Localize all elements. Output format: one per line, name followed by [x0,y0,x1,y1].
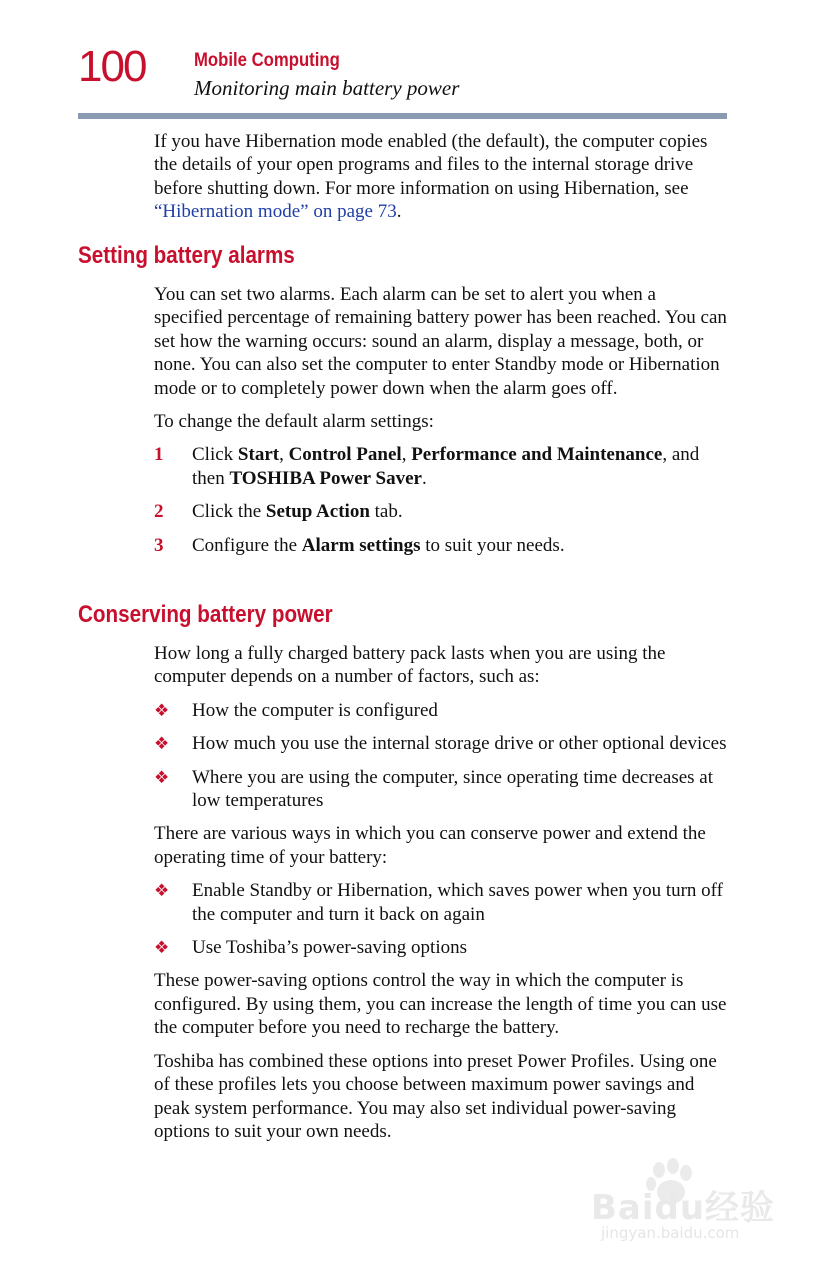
intro-block [154,130,729,234]
list-item: ❖ How much you use the internal storage drive or other optional devices [154,733,727,755]
bullet-icon: ❖ [154,881,170,901]
list-item: ❖ Use Toshiba’s power-saving options [154,937,467,959]
heading-setting-battery-alarms: Setting battery alarms [78,242,295,269]
step-item: 1 Click Start, Control Panel, Performance and Maintenance, and then TOSHIBA Power Saver. [154,444,700,489]
step-item: 2 Click the Setup Action tab. [154,501,403,523]
hibernation-link[interactable]: “Hibernation mode” on page 73 [154,201,397,223]
step-number: 2 [154,501,164,523]
chapter-title: Mobile Computing [194,50,340,71]
bullet-icon: ❖ [154,767,170,787]
conserving-paragraph-4: Toshiba has combined these options into preset Power Profiles. Using one of these profiles lets you choose between maximum power savings and peak system performance. You may also set individual power-saving options to suit your own needs. [154,1050,717,1142]
list-item: ❖ Where you are using the computer, since operating time decreases at low temperatures [154,766,713,812]
header-rule [78,113,727,119]
heading-conserving-battery-power: Conserving battery power [78,601,333,628]
bullet-icon: ❖ [154,734,170,754]
page-number: 100 [78,42,146,91]
alarms-paragraph: You can set two alarms. Each alarm can be set to alert you when a specified percentage of remaining battery power has been reached. You can set how the warning occurs: sound an alarm, display a message, both, or none. You can also set the computer to enter Standby mode or Hibernation mode or to completely power down when the alarm goes off. [154,284,727,399]
step-number: 3 [154,534,164,556]
conserving-paragraph-2: There are various ways in which you can conserve power and extend the operating time of your battery: [154,823,706,868]
bullet-icon: ❖ [154,938,170,958]
conserving-paragraph-3: These power-saving options control the way in which the computer is configured. By using them, you can increase the length of time you can use the computer before you need to recharge the battery. [154,970,727,1039]
intro-paragraph: If you have Hibernation mode enabled (the default), the computer copies the details of your open programs and files to the internal storage drive before shutting down. For more information on using Hibernation, see “Hibernation mode” on page 73. [154,131,708,223]
step-number: 1 [154,444,164,466]
alarms-block [154,283,729,567]
watermark-main: Baidu经验 [591,1188,776,1228]
step-item: 3 Configure the Alarm settings to suit your needs. [154,534,565,556]
alarms-intro-steps: To change the default alarm settings: [154,411,434,433]
conserving-block [154,642,729,1153]
baidu-watermark [571,1160,781,1250]
conserving-paragraph-1: How long a fully charged battery pack lasts when you are using the computer depends on a number of factors, such as: [154,643,666,688]
list-item: ❖ How the computer is configured [154,699,438,721]
list-item: ❖ Enable Standby or Hibernation, which saves power when you turn off the computer and turn it back on again [154,880,723,925]
watermark-sub: jingyan.baidu.com [601,1224,740,1242]
bullet-icon: ❖ [154,700,170,720]
section-title: Monitoring main battery power [194,76,460,100]
